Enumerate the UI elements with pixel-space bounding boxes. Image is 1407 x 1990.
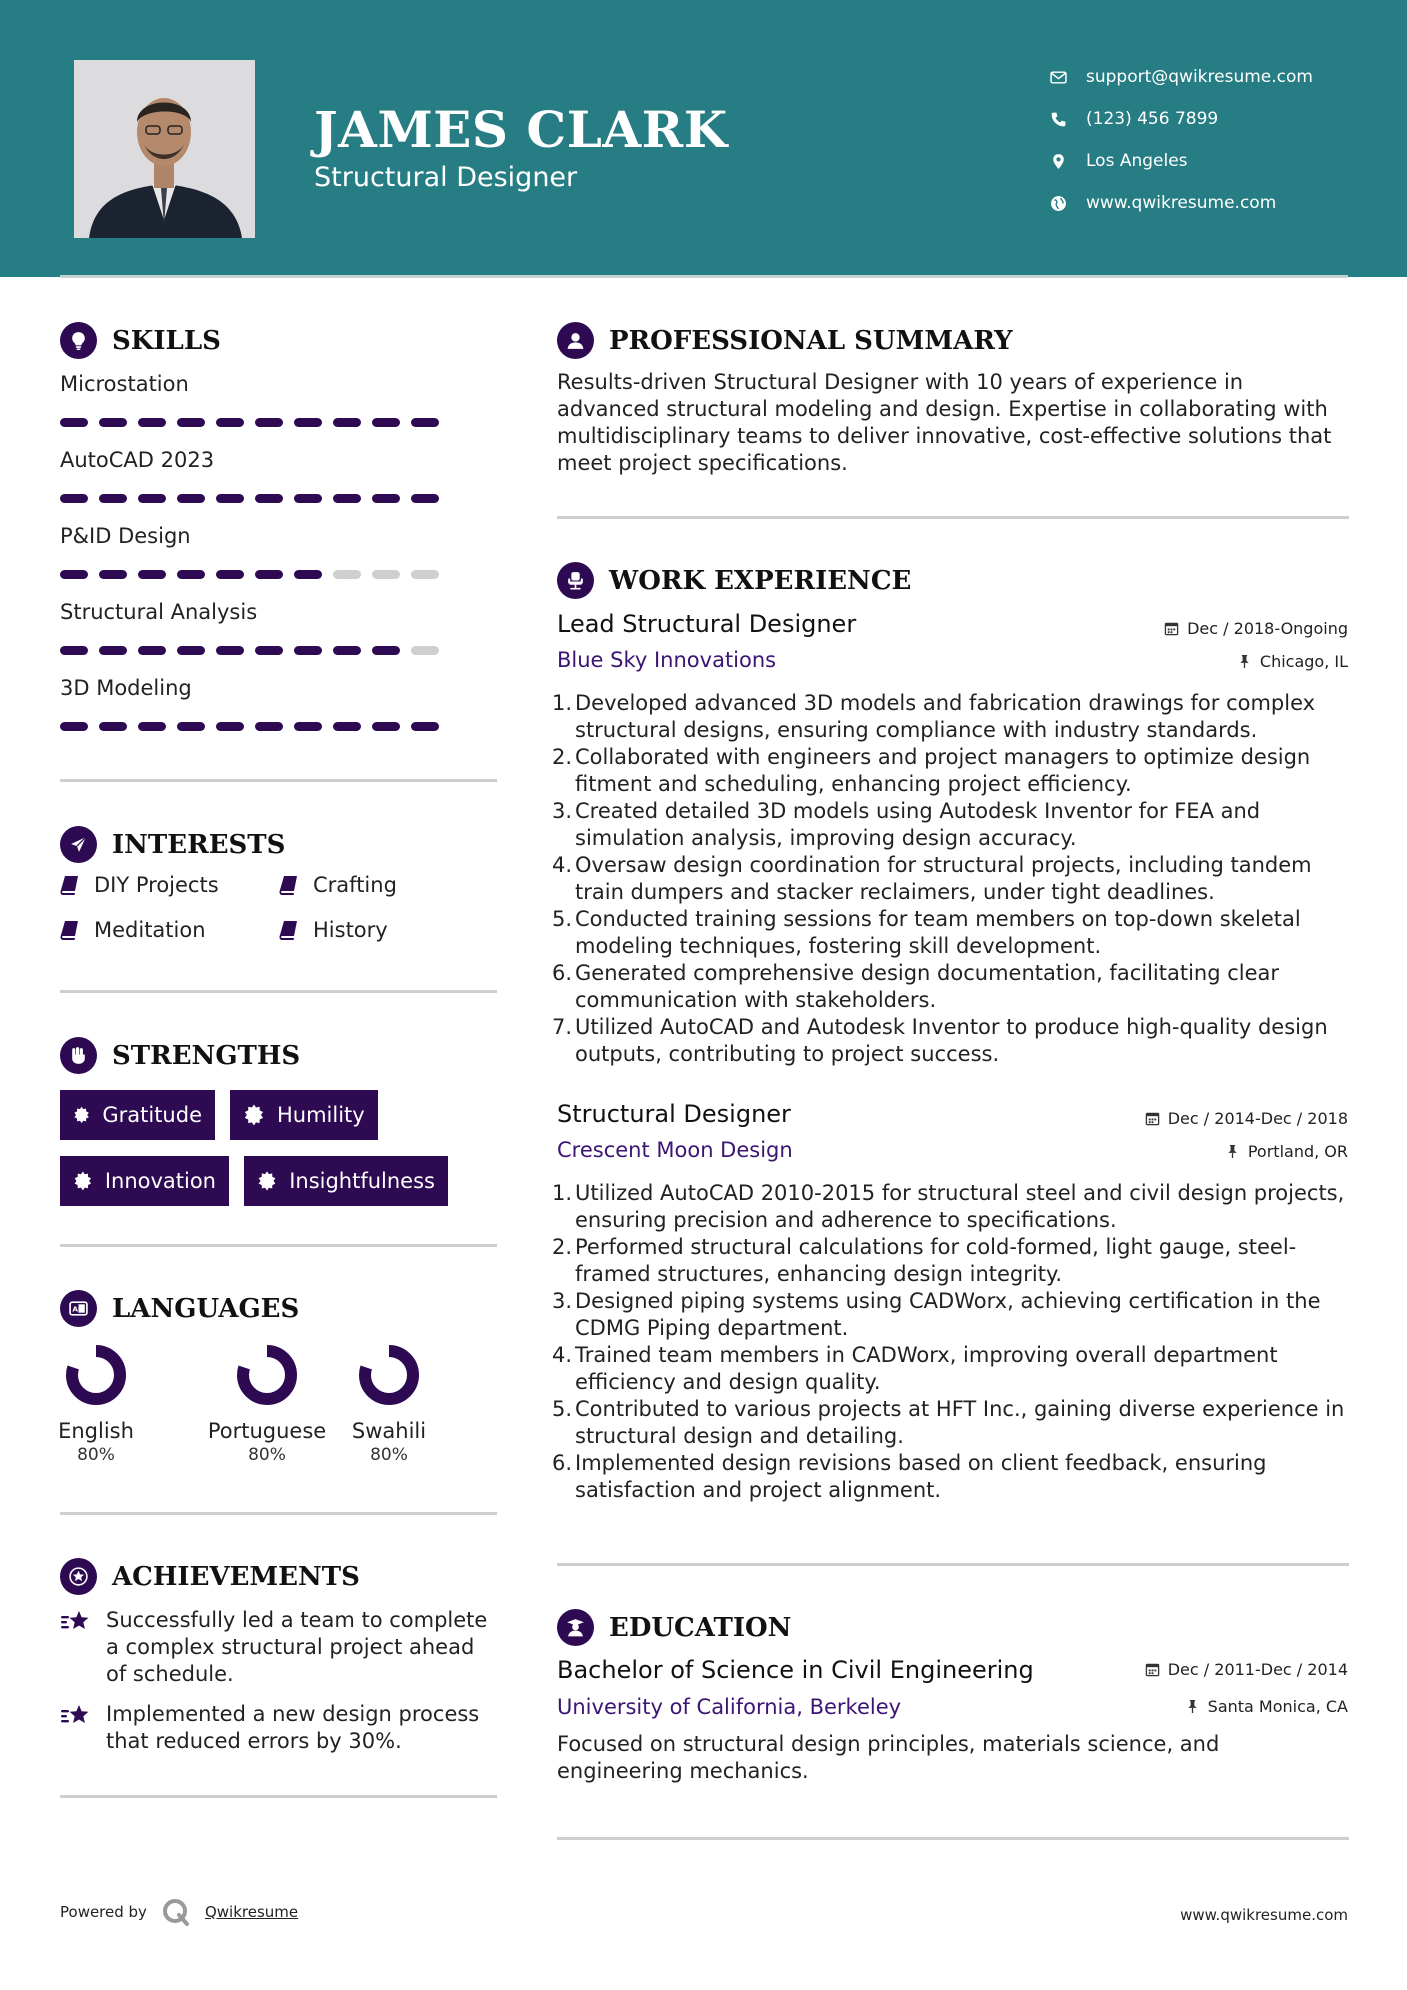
- skills-title: SKILLS: [112, 325, 221, 356]
- book-icon: [60, 919, 80, 941]
- contact-list: [1050, 56, 1313, 224]
- book-icon: [279, 919, 299, 941]
- candidate-name: JAMES CLARK: [314, 100, 728, 159]
- pushpin-icon: [1237, 654, 1252, 669]
- skill-dot: [138, 418, 166, 427]
- job-bullet-text: Utilized AutoCAD and Autodesk Inventor to produce high-quality design outputs, contributing to project success.: [575, 1015, 1328, 1066]
- translate-icon: [60, 1290, 97, 1327]
- job-bullet: 2. Performed structural calculations for cold-formed, light gauge, steel-framed structures, enhancing design integrity.: [551, 1235, 1297, 1286]
- job-dates: [1164, 619, 1348, 638]
- skill-dot: [255, 570, 283, 579]
- office-chair-icon: [557, 562, 594, 599]
- strength-label: Humility: [277, 1103, 365, 1127]
- strength-tag: [60, 1090, 215, 1140]
- powered-by-label: Powered by: [60, 1903, 147, 1921]
- footer-powered-by: [60, 1897, 298, 1927]
- job-bullet-list: [551, 1180, 1349, 1504]
- skill-dot: [411, 494, 439, 503]
- skill-dot: [216, 418, 244, 427]
- education-dates-text: Dec / 2011-Dec / 2014: [1167, 1660, 1348, 1679]
- job-bullet-text: Trained team members in CADWorx, improving overall department efficiency and design quality.: [575, 1343, 1278, 1394]
- job-bullet-text: Contributed to various projects at HFT Inc., gaining diverse experience in structural design and detailing.: [575, 1397, 1345, 1448]
- section-divider: [60, 779, 497, 782]
- section-divider: [60, 1244, 497, 1247]
- skill-dot: [333, 418, 361, 427]
- job-bullet-text: Utilized AutoCAD 2010-2015 for structural steel and civil design projects, ensuring precision and adherence to specifications.: [575, 1181, 1345, 1232]
- contact-email-text: support@qwikresume.com: [1086, 67, 1313, 87]
- skill-dot: [333, 570, 361, 579]
- language-item: [324, 1343, 454, 1465]
- graduate-user-icon: [557, 1609, 594, 1646]
- achievement-item: [60, 1701, 500, 1755]
- skill-dot: [60, 646, 88, 655]
- language-name: English: [58, 1419, 134, 1443]
- skill-level-dots: [60, 646, 500, 655]
- skill-dot: [216, 570, 244, 579]
- education-title: EDUCATION: [609, 1612, 792, 1643]
- skill-dot: [177, 494, 205, 503]
- job-dates-text: Dec / 2018-Ongoing: [1187, 619, 1348, 638]
- skill-item: [60, 372, 500, 427]
- strengths-heading: [60, 1037, 300, 1074]
- skill-dot: [177, 722, 205, 731]
- contact-phone[interactable]: [1050, 98, 1313, 140]
- skill-name: AutoCAD 2023: [60, 448, 215, 472]
- skill-dot: [411, 570, 439, 579]
- skill-dot: [138, 722, 166, 731]
- raised-fist-icon: [60, 1037, 97, 1074]
- skill-dot: [411, 722, 439, 731]
- badge-star-icon: [73, 1170, 93, 1192]
- strength-tag: [60, 1156, 229, 1206]
- degree-title: Bachelor of Science in Civil Engineering: [557, 1656, 1034, 1684]
- achievement-text: Implemented a new design process that reduced errors by 30%.: [106, 1702, 480, 1753]
- profile-photo: [74, 60, 255, 238]
- interest-label: Crafting: [313, 873, 397, 897]
- strength-label: Gratitude: [102, 1103, 202, 1127]
- skill-dot: [60, 722, 88, 731]
- header-divider: [60, 275, 1348, 278]
- shooting-star-icon: [60, 1608, 92, 1636]
- language-item: [31, 1343, 161, 1465]
- skill-name: Structural Analysis: [60, 600, 258, 624]
- skill-level-dots: [60, 722, 500, 731]
- education-location: [1185, 1697, 1348, 1716]
- job-location: [1225, 1142, 1348, 1161]
- pushpin-icon: [1185, 1699, 1200, 1714]
- job-bullet-text: Created detailed 3D models using Autodesk Inventor for FEA and simulation analysis, improving design accuracy.: [575, 799, 1261, 850]
- badge-star-icon: [243, 1104, 265, 1126]
- skill-dot: [255, 722, 283, 731]
- section-divider: [60, 990, 497, 993]
- skill-dot: [333, 494, 361, 503]
- skill-dot: [99, 570, 127, 579]
- skill-dot: [216, 646, 244, 655]
- skill-dot: [294, 570, 322, 579]
- skill-dot: [333, 646, 361, 655]
- skill-item: [60, 676, 500, 731]
- calendar-icon: [1164, 621, 1179, 636]
- summary-text: Results-driven Structural Designer with 10 years of experience in advanced structural modeling and design. Expertise in collaborating with multidisciplinary teams to deliver innovative, cost-effective solutions that meet project specifications.: [557, 370, 1332, 475]
- skill-dot: [255, 646, 283, 655]
- job-bullet: 3. Created detailed 3D models using Autodesk Inventor for FEA and simulation analysis, improving design accuracy.: [551, 799, 1261, 850]
- skill-dot: [372, 646, 400, 655]
- skill-level-dots: [60, 570, 500, 579]
- experience-title: WORK EXPERIENCE: [609, 565, 912, 596]
- strength-label: Insightfulness: [289, 1169, 435, 1193]
- job-bullet: 1. Developed advanced 3D models and fabrication drawings for complex structural designs, ensuring compliance with industry standards.: [551, 691, 1316, 742]
- company-name: Crescent Moon Design: [557, 1138, 793, 1162]
- education-location-text: Santa Monica, CA: [1207, 1697, 1348, 1716]
- skill-dot: [60, 494, 88, 503]
- skill-dot: [411, 418, 439, 427]
- job-title: Structural Designer: [557, 1100, 791, 1128]
- job-bullet-text: Implemented design revisions based on client feedback, ensuring satisfaction and project alignment.: [575, 1451, 1267, 1502]
- job-bullet-text: Designed piping systems using CADWorx, achieving certification in the CDMG Piping department.: [575, 1289, 1321, 1340]
- interest-item: [60, 873, 219, 897]
- book-icon: [60, 874, 80, 896]
- skill-dot: [294, 418, 322, 427]
- summary-title: PROFESSIONAL SUMMARY: [609, 325, 1013, 356]
- skill-dot: [294, 722, 322, 731]
- skill-item: [60, 524, 500, 579]
- contact-location: [1050, 140, 1313, 182]
- language-level-ring: [357, 1343, 421, 1407]
- contact-phone-text: (123) 456 7899: [1086, 109, 1219, 129]
- badge-star-icon: [257, 1170, 277, 1192]
- strength-tag: [244, 1156, 448, 1206]
- section-divider: [557, 1837, 1349, 1840]
- skill-dot: [255, 494, 283, 503]
- achievement-text: Successfully led a team to complete a complex structural project ahead of schedule.: [106, 1608, 488, 1686]
- job-bullet-text: Conducted training sessions for team members on top-down skeletal modeling techniques, fostering skill development.: [575, 907, 1301, 958]
- language-level-ring: [64, 1343, 128, 1407]
- summary-heading: [557, 322, 1013, 359]
- job-location: [1237, 652, 1348, 671]
- interest-label: History: [313, 918, 388, 942]
- experience-heading: [557, 562, 911, 599]
- interest-item: [279, 873, 397, 897]
- skill-dot: [216, 494, 244, 503]
- strength-label: Innovation: [104, 1169, 216, 1193]
- achievements-title: ACHIEVEMENTS: [112, 1561, 360, 1592]
- candidate-role: Structural Designer: [314, 162, 578, 193]
- skill-dot: [177, 646, 205, 655]
- job-bullet: 1. Utilized AutoCAD 2010-2015 for structural steel and civil design projects, ensuring precision and adherence to specifications.: [551, 1181, 1345, 1232]
- skill-dot: [372, 418, 400, 427]
- section-divider: [557, 1563, 1349, 1566]
- language-item: [202, 1343, 332, 1465]
- education-dates: [1145, 1660, 1348, 1679]
- job-location-text: Portland, OR: [1247, 1142, 1348, 1161]
- section-divider: [60, 1512, 497, 1515]
- job-bullet-text: Developed advanced 3D models and fabrication drawings for complex structural designs, ensuring compliance with industry standards.: [575, 691, 1316, 742]
- calendar-icon: [1145, 1662, 1160, 1677]
- job-bullet: 4. Trained team members in CADWorx, improving overall department efficiency and design quality.: [551, 1343, 1278, 1394]
- job-bullet-text: Performed structural calculations for cold-formed, light gauge, steel-framed structures, enhancing design integrity.: [575, 1235, 1297, 1286]
- job-bullet: 2. Collaborated with engineers and project managers to optimize design fitment and scheduling, enhancing project efficiency.: [551, 745, 1311, 796]
- job-bullet-text: Collaborated with engineers and project managers to optimize design fitment and scheduling, enhancing project efficiency.: [575, 745, 1311, 796]
- envelope-icon: [1050, 69, 1086, 86]
- user-icon: [557, 322, 594, 359]
- contact-website-text: www.qwikresume.com: [1086, 193, 1277, 213]
- paper-plane-icon: [60, 826, 97, 863]
- skill-dot: [138, 646, 166, 655]
- skills-heading: [60, 322, 221, 359]
- svg-text:A: A: [72, 1304, 79, 1314]
- skill-dot: [255, 418, 283, 427]
- interest-item: [279, 918, 388, 942]
- skill-dot: [177, 570, 205, 579]
- resume-header: [0, 0, 1407, 277]
- job-bullet: 5. Contributed to various projects at HFT Inc., gaining diverse experience in structural design and detailing.: [551, 1397, 1345, 1448]
- language-name: Portuguese: [207, 1419, 327, 1443]
- skill-dot: [411, 646, 439, 655]
- job-bullet-text: Oversaw design coordination for structural projects, including tandem train dumpers and stacker reclaimers, under tight deadlines.: [575, 853, 1312, 904]
- skill-dot: [177, 418, 205, 427]
- interests-title: INTERESTS: [112, 829, 286, 860]
- skill-dot: [99, 494, 127, 503]
- skill-dot: [372, 570, 400, 579]
- skill-dot: [60, 418, 88, 427]
- lightbulb-icon: [60, 322, 97, 359]
- qwikresume-link[interactable]: Qwikresume: [204, 1903, 299, 1921]
- job-bullet-list: [551, 690, 1349, 1068]
- interest-item: [60, 918, 206, 942]
- skill-dot: [99, 418, 127, 427]
- skill-level-dots: [60, 494, 500, 503]
- job-bullet-text: Generated comprehensive design documentation, facilitating clear communication with stakeholders.: [575, 961, 1280, 1012]
- strength-tag: [230, 1090, 378, 1140]
- job-dates-text: Dec / 2014-Dec / 2018: [1167, 1109, 1348, 1128]
- map-pin-icon: [1050, 153, 1086, 170]
- skill-dot: [216, 722, 244, 731]
- interests-heading: [60, 826, 285, 863]
- badge-star-icon: [73, 1104, 90, 1126]
- education-description: Focused on structural design principles, materials science, and engineering mechanics.: [557, 1732, 1220, 1783]
- skill-dot: [138, 494, 166, 503]
- globe-icon: [1050, 195, 1086, 212]
- education-heading: [557, 1609, 791, 1646]
- language-level-ring: [235, 1343, 299, 1407]
- interest-label: Meditation: [94, 918, 206, 942]
- calendar-icon: [1145, 1111, 1160, 1126]
- skill-dot: [333, 722, 361, 731]
- skill-dot: [138, 570, 166, 579]
- job-location-text: Chicago, IL: [1259, 652, 1348, 671]
- job-dates: [1145, 1109, 1348, 1128]
- language-name: Swahili: [351, 1419, 427, 1443]
- skill-item: [60, 600, 500, 655]
- achievements-heading: [60, 1558, 360, 1595]
- skill-dot: [372, 494, 400, 503]
- contact-location-text: Los Angeles: [1086, 151, 1188, 171]
- section-divider: [557, 516, 1349, 519]
- skill-dot: [99, 646, 127, 655]
- interest-label: DIY Projects: [94, 873, 219, 897]
- skill-dot: [99, 722, 127, 731]
- languages-title: LANGUAGES: [112, 1293, 300, 1324]
- award-star-icon: [60, 1558, 97, 1595]
- skill-dot: [294, 494, 322, 503]
- languages-heading: [60, 1290, 299, 1327]
- job-bullet: 6. Implemented design revisions based on client feedback, ensuring satisfaction and project alignment.: [551, 1451, 1267, 1502]
- contact-website[interactable]: [1050, 182, 1313, 224]
- job-bullet: 3. Designed piping systems using CADWorx, achieving certification in the CDMG Piping department.: [551, 1289, 1321, 1340]
- pushpin-icon: [1225, 1144, 1240, 1159]
- school-name: University of California, Berkeley: [557, 1695, 902, 1719]
- contact-email[interactable]: [1050, 56, 1313, 98]
- company-name: Blue Sky Innovations: [557, 648, 777, 672]
- qwikresume-logo-icon: [161, 1897, 191, 1927]
- achievement-item: [60, 1607, 500, 1688]
- language-level: 80%: [370, 1445, 408, 1465]
- job-bullet: 5. Conducted training sessions for team members on top-down skeletal modeling techniques, fostering skill development.: [551, 907, 1301, 958]
- skill-name: 3D Modeling: [60, 676, 192, 700]
- skill-dot: [294, 646, 322, 655]
- skill-level-dots: [60, 418, 500, 427]
- skill-dot: [60, 570, 88, 579]
- skill-item: [60, 448, 500, 503]
- phone-icon: [1050, 111, 1086, 128]
- skill-name: Microstation: [60, 372, 189, 396]
- section-divider: [60, 1795, 497, 1798]
- book-icon: [279, 874, 299, 896]
- skill-name: P&ID Design: [60, 524, 191, 548]
- shooting-star-icon: [60, 1702, 92, 1730]
- job-bullet: 4. Oversaw design coordination for structural projects, including tandem train dumpers and stacker reclaimers, under tight deadlines.: [551, 853, 1312, 904]
- job-bullet: 6. Generated comprehensive design documentation, facilitating clear communication with stakeholders.: [551, 961, 1280, 1012]
- job-bullet: 7. Utilized AutoCAD and Autodesk Inventor to produce high-quality design outputs, contributing to project success.: [551, 1015, 1328, 1066]
- language-level: 80%: [248, 1445, 286, 1465]
- language-level: 80%: [77, 1445, 115, 1465]
- footer-website[interactable]: www.qwikresume.com: [1180, 1906, 1348, 1924]
- strengths-title: STRENGTHS: [112, 1040, 301, 1071]
- skill-dot: [372, 722, 400, 731]
- job-title: Lead Structural Designer: [557, 610, 857, 638]
